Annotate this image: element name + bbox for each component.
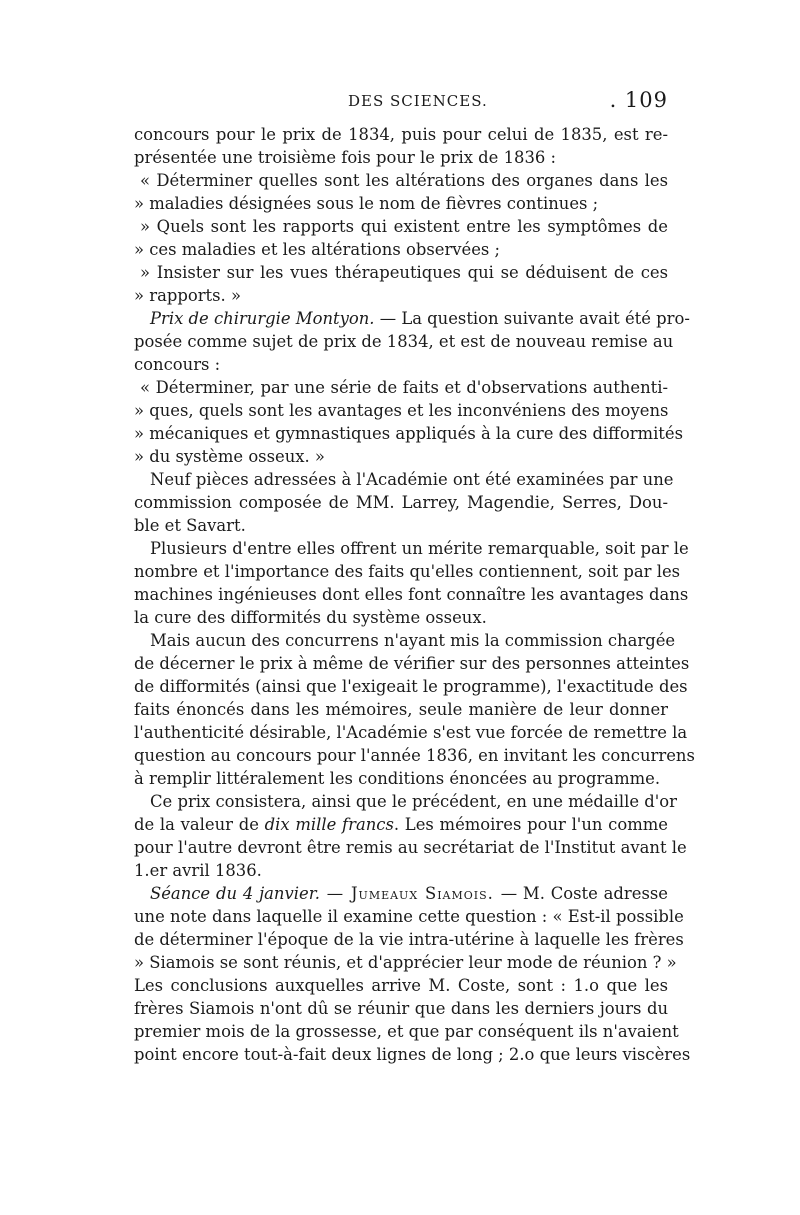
line-text: » Quels sont les rapports qui existent entre les symptômes de — [140, 217, 668, 236]
text-line — [134, 399, 668, 422]
text-line — [134, 698, 668, 721]
text-line — [134, 583, 689, 606]
line-text: une note dans laquelle il examine cette question : « Est-il possible — [134, 907, 684, 926]
running-header — [134, 88, 668, 114]
text-line — [134, 445, 668, 468]
text-line — [134, 215, 668, 238]
text-line — [134, 882, 668, 905]
line-emphasis: — Jumeaux Siamois. — [319, 884, 501, 903]
text-line — [134, 813, 668, 836]
text-line — [134, 330, 674, 353]
line-text: premier mois de la grossesse, et que par conséquent ils n'avaient — [134, 1022, 679, 1041]
line-text: » Siamois se sont réunis, et d'apprécier leur mode de réunion ? » — [134, 953, 677, 972]
header-title: DES SCIENCES. — [348, 92, 488, 110]
text-line — [134, 376, 668, 399]
text-line — [134, 1020, 679, 1043]
text-line — [134, 284, 668, 307]
line-text: question au concours pour l'année 1836, en invitant les concurrens — [134, 746, 695, 765]
line-text: à remplir littéralement les conditions énoncées au programme. — [134, 769, 661, 788]
line-text: Les conclusions auxquelles arrive M. Coste, sont : 1.o que les — [134, 976, 668, 995]
line-text: » maladies désignées sous le nom de fièvres continues ; — [134, 194, 599, 213]
line-text: frères Siamois n'ont dû se réunir que dans les derniers jours du — [134, 999, 668, 1018]
text-line — [134, 974, 668, 997]
line-text: — M. Coste adresse — [500, 884, 668, 903]
text-line — [134, 951, 677, 974]
line-text: « Déterminer quelles sont les altérations des organes dans les — [140, 171, 668, 190]
line-text: faits énoncés dans les mémoires, seule manière de leur donner — [134, 700, 668, 719]
text-line — [134, 790, 677, 813]
text-line — [134, 744, 695, 767]
line-text: machines ingénieuses dont elles font connaître les avantages dans — [134, 585, 689, 604]
page-number: . 109 — [609, 88, 668, 112]
line-text: de déterminer l'époque de la vie intra-utérine à laquelle les frères — [134, 930, 684, 949]
line-emphasis: dix mille francs — [264, 815, 394, 834]
line-text: ble et Savart. — [134, 516, 246, 535]
line-text: 1.er avril 1836. — [134, 861, 262, 880]
line-text: « Déterminer, par une série de faits et d'observations authenti- — [140, 378, 668, 397]
text-line — [134, 997, 668, 1020]
text-line — [134, 767, 668, 790]
text-line — [134, 422, 684, 445]
text-line — [134, 514, 668, 537]
text-line — [134, 123, 668, 146]
line-text: l'authenticité désirable, l'Académie s'est vue forcée de remettre la — [134, 723, 688, 742]
line-text: concours : — [134, 355, 221, 374]
text-line — [134, 468, 674, 491]
line-text: la cure des difformités du système osseux. — [134, 608, 487, 627]
text-line — [134, 192, 668, 215]
line-text: présentée une troisième fois pour le prix de 1836 : — [134, 148, 557, 167]
text-line — [134, 238, 668, 261]
text-line — [134, 652, 690, 675]
line-text: » ques, quels sont les avantages et les inconvéniens des moyens — [134, 401, 669, 420]
line-text: commission composée de MM. Larrey, Magendie, Serres, Dou- — [134, 493, 668, 512]
line-text: de décerner le prix à même de vérifier sur des personnes atteintes — [134, 654, 690, 673]
text-line — [134, 169, 668, 192]
text-line — [134, 606, 668, 629]
line-text: » rapports. » — [134, 286, 241, 305]
text-line — [134, 307, 690, 330]
line-text: Neuf pièces adressées à l'Académie ont été examinées par une — [150, 470, 674, 489]
line-text: » du système osseux. » — [134, 447, 325, 466]
body-text — [134, 123, 695, 1066]
line-text: Mais aucun des concurrens n'ayant mis la commission chargée — [150, 631, 676, 650]
line-text: nombre et l'importance des faits qu'elles contiennent, soit par les — [134, 562, 681, 581]
text-line — [134, 537, 689, 560]
line-text: posée comme sujet de prix de 1834, et est de nouveau remise au — [134, 332, 674, 351]
line-text: » ces maladies et les altérations observées ; — [134, 240, 501, 259]
text-line — [134, 560, 681, 583]
line-text: » mécaniques et gymnastiques appliqués à la cure des difformités — [134, 424, 684, 443]
text-line — [134, 261, 668, 284]
text-line — [134, 721, 688, 744]
line-text: concours pour le prix de 1834, puis pour celui de 1835, est re- — [134, 125, 668, 144]
text-line — [134, 491, 668, 514]
line-lead: Séance du 4 janvier. — [150, 884, 320, 903]
text-line — [134, 675, 688, 698]
line-text: de difformités (ainsi que l'exigeait le programme), l'exactitude des — [134, 677, 688, 696]
line-text: — La question suivante avait été pro- — [379, 309, 690, 328]
text-line — [134, 928, 684, 951]
text-line — [134, 629, 676, 652]
text-line — [134, 353, 668, 376]
line-lead: de la valeur de — [134, 815, 265, 834]
text-line — [134, 859, 668, 882]
text-line — [134, 836, 687, 859]
text-line — [134, 146, 668, 169]
text-line — [134, 1043, 691, 1066]
line-text: . Les mémoires pour l'un comme — [393, 815, 668, 834]
line-text: » Insister sur les vues thérapeutiques qui se déduisent de ces — [140, 263, 668, 282]
line-text: Ce prix consistera, ainsi que le précédent, en une médaille d'or — [150, 792, 677, 811]
line-text: point encore tout-à-fait deux lignes de long ; 2.o que leurs viscères — [134, 1045, 691, 1064]
line-text: Plusieurs d'entre elles offrent un mérite remarquable, soit par le — [150, 539, 689, 558]
text-line — [134, 905, 684, 928]
line-lead: Prix de chirurgie Montyon. — [150, 309, 375, 328]
line-text: pour l'autre devront être remis au secrétariat de l'Institut avant le — [134, 838, 687, 857]
